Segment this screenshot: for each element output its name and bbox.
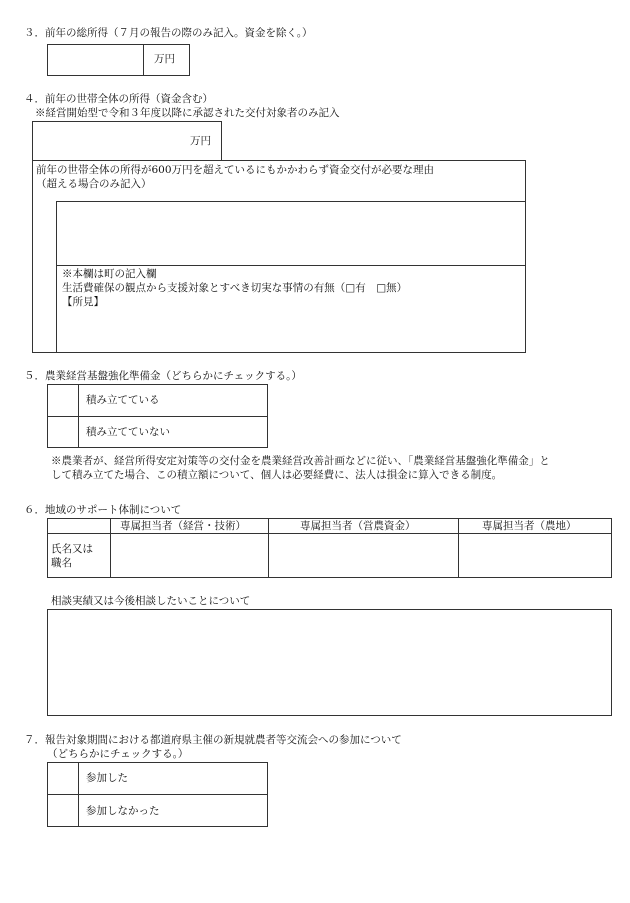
reserve-options-row-divider xyxy=(47,416,268,417)
support-farmland-name-field[interactable] xyxy=(459,534,611,577)
support-row-label-2: 職名 xyxy=(51,557,72,569)
household-reason-label-2: （超える場合のみ記入） xyxy=(36,178,152,190)
section7-subheading: （どちらかにチェックする。） xyxy=(47,748,189,760)
reserve-yes-checkbox[interactable] xyxy=(48,385,78,416)
total-income-unit: 万円 xyxy=(154,53,175,65)
section6-heading: ６．地域のサポート体制について xyxy=(24,504,182,516)
support-row-label-1: 氏名又は xyxy=(51,543,93,555)
town-entry-circumstance: 生活費確保の観点から支援対象とすべき切実な事情の有無（□有 □無） xyxy=(62,282,408,294)
household-reason-field[interactable] xyxy=(56,201,526,266)
reserve-yes-label: 積み立てている xyxy=(86,394,160,406)
consult-label: 相談実績又は今後相談したいことについて xyxy=(51,595,251,607)
reserve-no-label: 積み立てていない xyxy=(86,426,170,438)
exchange-options-col-divider xyxy=(78,762,79,827)
exchange-attended-checkbox[interactable] xyxy=(48,763,78,794)
support-col-header-finance: 専属担当者（営農資金） xyxy=(300,520,416,532)
support-col-header-mgmt: 専属担当者（経営・技術） xyxy=(120,520,246,532)
exchange-options-row-divider xyxy=(47,794,268,795)
support-mgmt-name-field[interactable] xyxy=(111,534,268,577)
section3-heading: ３．前年の総所得（７月の報告の際のみ記入。資金を除く。） xyxy=(24,27,313,39)
section5-heading: ５．農業経営基盤強化準備金（どちらかにチェックする。） xyxy=(24,370,302,382)
reserve-note-1: ※農業者が、経営所得安定対策等の交付金を農業経営改善計画などに従い、「農業経営基盤強化準備金」と xyxy=(51,455,550,467)
section4-note: ※経営開始型で令和３年度以降に承認された交付対象者のみ記入 xyxy=(35,107,340,119)
exchange-attended-label: 参加した xyxy=(86,772,128,784)
reserve-note-2: して積み立てた場合、この積立額について、個人は必要経費に、法人は損金に算入できる制度。 xyxy=(51,469,503,481)
total-income-divider xyxy=(143,44,144,76)
town-entry-note: ※本欄は町の記入欄 xyxy=(62,268,157,280)
reserve-no-checkbox[interactable] xyxy=(48,417,78,447)
exchange-not-attended-checkbox[interactable] xyxy=(48,795,78,826)
household-reason-label-1: 前年の世帯全体の所得が600万円を超えているにもかかわらず資金交付が必要な理由 xyxy=(36,164,435,176)
household-income-unit: 万円 xyxy=(190,135,211,147)
consult-field[interactable] xyxy=(47,609,612,716)
section4-heading: ４．前年の世帯全体の所得（資金含む） xyxy=(24,93,213,105)
support-finance-name-field[interactable] xyxy=(269,534,458,577)
town-entry-opinion-label: 【所見】 xyxy=(62,296,104,308)
support-col-header-farmland: 専属担当者（農地） xyxy=(482,520,577,532)
section7-heading: ７．報告対象期間における都道府県主催の新規就農者等交流会への参加について xyxy=(24,734,402,746)
reserve-options-col-divider xyxy=(78,384,79,448)
exchange-not-attended-label: 参加しなかった xyxy=(86,805,160,817)
